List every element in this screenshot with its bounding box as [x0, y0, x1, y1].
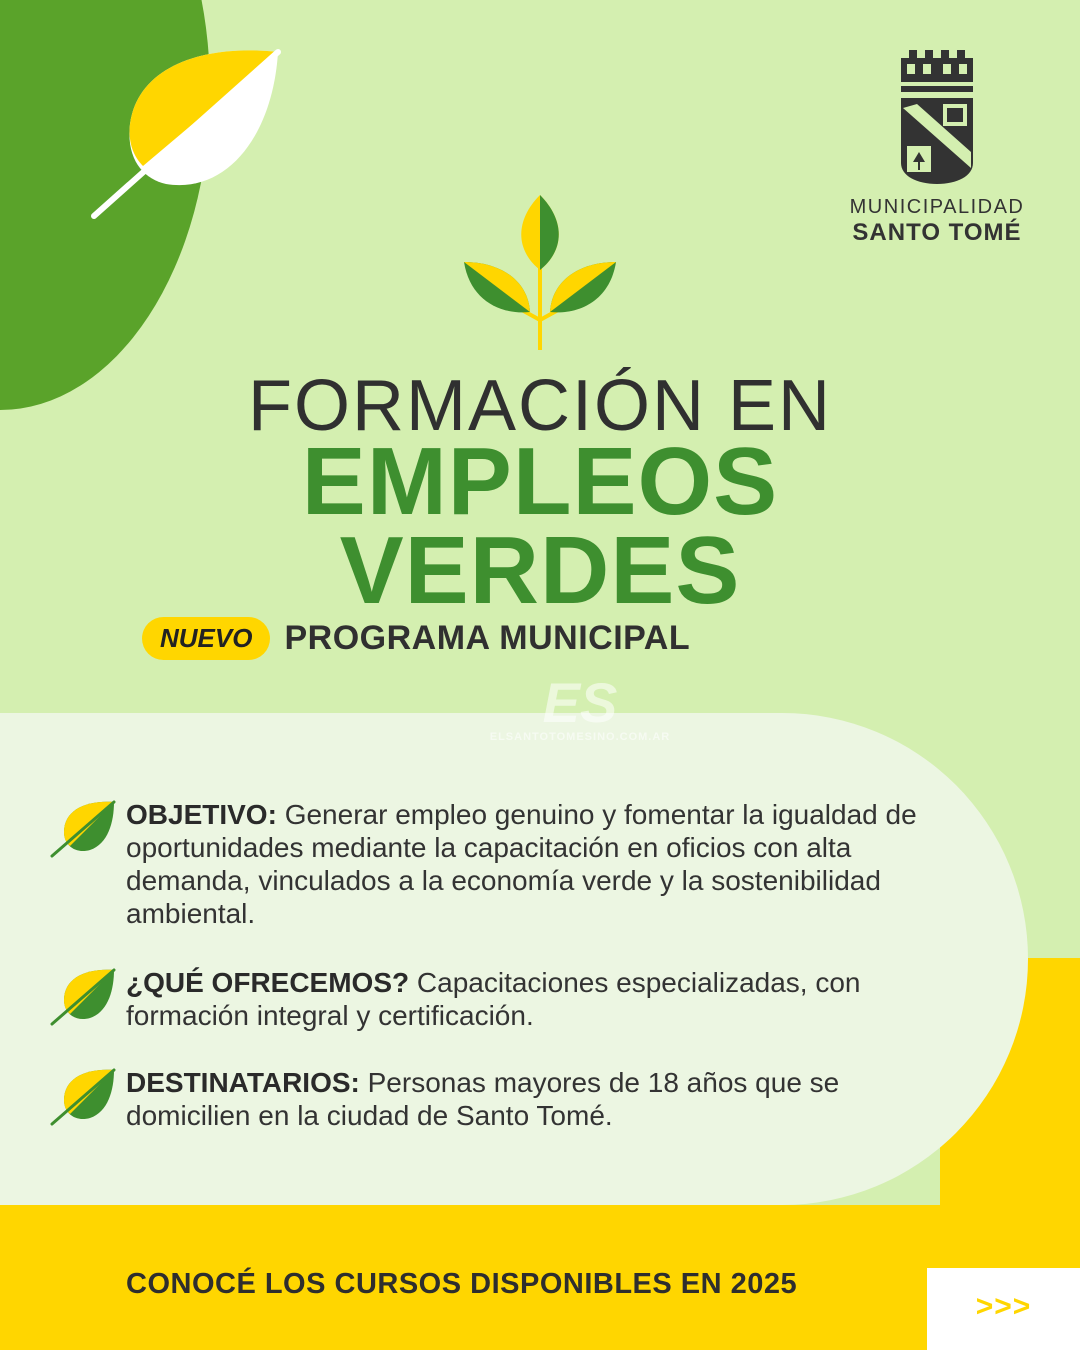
subtitle-text: PROGRAMA MUNICIPAL [284, 618, 691, 657]
list-item-label: ¿QUÉ OFRECEMOS? [126, 967, 410, 998]
sprout-icon [460, 190, 620, 355]
leaf-bullet-icon [50, 798, 118, 858]
leaf-bullet-icon [50, 966, 118, 1026]
list-item-body: Personas mayores de 18 años que se domicilien en la ciudad de Santo Tomé. [126, 1067, 840, 1131]
list-item-text [126, 1066, 946, 1132]
coat-of-arms-icon [897, 48, 977, 188]
watermark-mark: ES [542, 671, 618, 734]
logo-line-municipality: MUNICIPALIDAD [849, 196, 1025, 218]
title-line-3: VERDES [339, 517, 741, 624]
watermark-site: ELSANTOTOMESINO.COM.AR [489, 731, 671, 743]
list-item-body: Generar empleo genuino y fomentar la igualdad de oportunidades mediante la capacitación en oficios con alta demanda, vinculados a la economía verde y la sostenibilidad ambiental. [126, 799, 917, 929]
title-line-1: FORMACIÓN EN [247, 366, 832, 446]
list-item-text [126, 798, 946, 930]
title-line-2: EMPLEOS [301, 428, 779, 535]
big-leaf-icon [88, 44, 288, 224]
list-item-label: OBJETIVO: [126, 799, 277, 830]
subtitle [142, 616, 690, 660]
list-item-recipients [50, 1066, 950, 1132]
municipality-logo [842, 48, 1032, 247]
next-arrows-icon: >>> [975, 1290, 1032, 1323]
footer-cta-text: CONOCÉ LOS CURSOS DISPONIBLES EN 2025 [126, 1268, 798, 1300]
list-item-label: DESTINATARIOS: [126, 1067, 360, 1098]
watermark [460, 671, 700, 743]
list-item-offer [50, 966, 950, 1032]
leaf-bullet-icon [50, 1066, 118, 1126]
logo-line-city: SANTO TOMÉ [852, 219, 1022, 246]
list-item-objective [50, 798, 950, 930]
new-badge: NUEVO [142, 617, 270, 660]
next-arrows-button[interactable] [927, 1268, 1080, 1350]
list-item-body: Capacitaciones especializadas, con formación integral y certificación. [126, 967, 861, 1031]
list-item-text [126, 966, 946, 1032]
